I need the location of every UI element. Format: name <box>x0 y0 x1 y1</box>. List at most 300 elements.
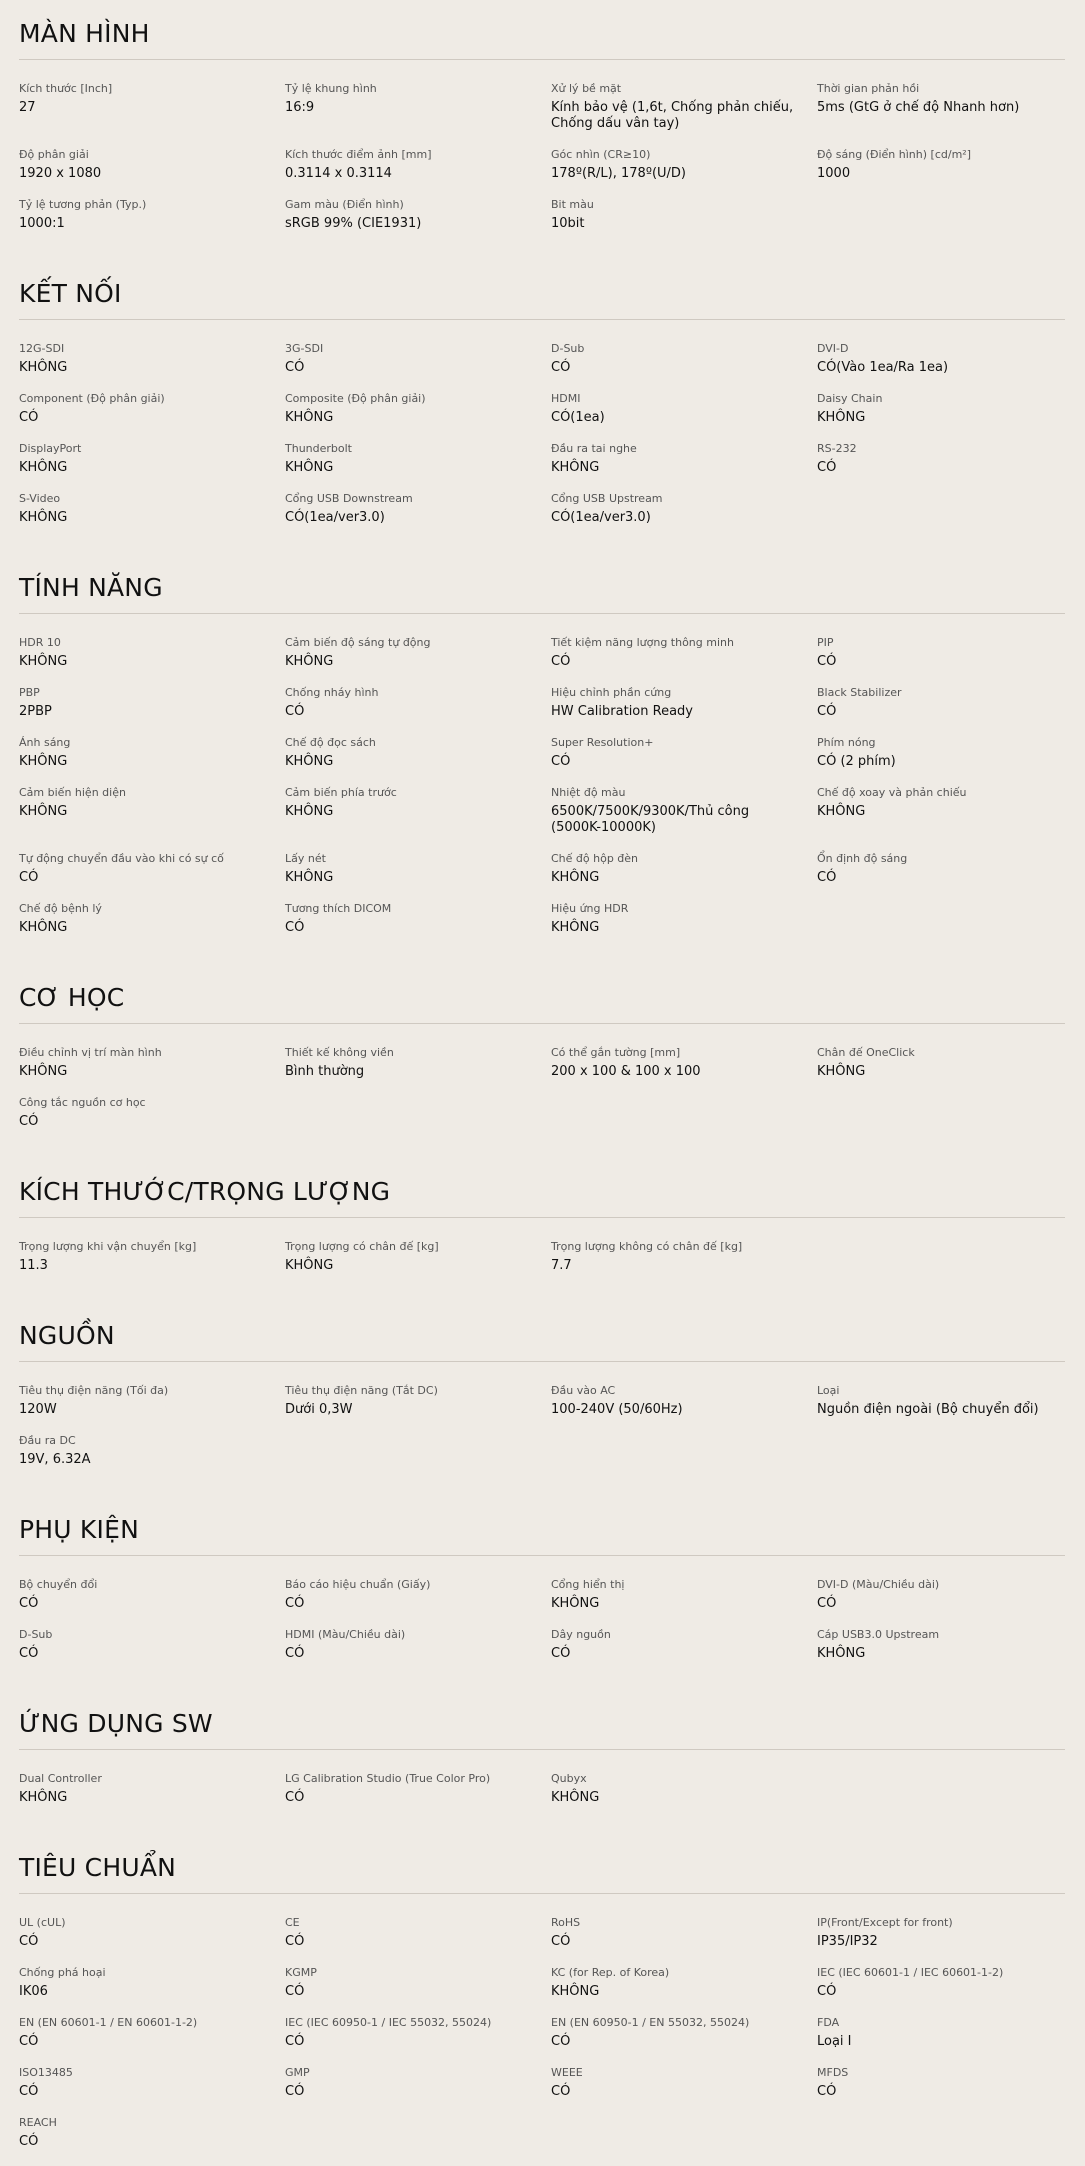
section-divider <box>19 319 1065 320</box>
spec-value: KHÔNG <box>817 1646 866 1661</box>
section-divider <box>19 1893 1065 1894</box>
spec-value: CÓ <box>19 1934 39 1949</box>
spec-item <box>285 1046 551 1096</box>
spec-value: 2PBP <box>19 704 52 719</box>
spec-value: 19V, 6.32A <box>19 1452 91 1467</box>
spec-label: Xử lý bề mặt <box>551 82 622 95</box>
spec-value: sRGB 99% (CIE1931) <box>285 216 422 231</box>
spec-value: CÓ(1ea) <box>551 410 605 425</box>
spec-item <box>19 2116 285 2166</box>
spec-section <box>19 0 1065 248</box>
spec-value: 178º(R/L), 178º(U/D) <box>551 166 686 181</box>
spec-item <box>19 636 285 686</box>
spec-item <box>285 342 551 392</box>
spec-value: 0.3114 x 0.3114 <box>285 166 392 181</box>
spec-label: DisplayPort <box>19 442 82 455</box>
spec-section <box>19 260 1065 542</box>
spec-value: CÓ <box>285 1596 305 1611</box>
spec-item <box>285 1628 551 1678</box>
spec-value: CÓ <box>285 920 305 935</box>
spec-label: CE <box>285 1916 300 1929</box>
spec-label: 3G-SDI <box>285 342 324 355</box>
spec-label: Nhiệt độ màu <box>551 786 626 799</box>
spec-section <box>19 1302 1065 1484</box>
spec-label: D-Sub <box>551 342 585 355</box>
spec-value: 16:9 <box>285 100 315 115</box>
spec-value: 200 x 100 & 100 x 100 <box>551 1064 701 1079</box>
spec-value: CÓ <box>19 870 39 885</box>
spec-value: CÓ <box>817 704 837 719</box>
spec-value: KHÔNG <box>285 1258 334 1273</box>
spec-value: KHÔNG <box>285 410 334 425</box>
spec-item <box>551 148 817 198</box>
spec-item <box>551 392 817 442</box>
spec-item <box>817 2016 1065 2066</box>
spec-value: KHÔNG <box>19 1790 68 1805</box>
spec-label: Super Resolution+ <box>551 736 654 749</box>
spec-item <box>19 1916 285 1966</box>
spec-label: Công tắc nguồn cơ học <box>19 1096 146 1109</box>
spec-label: Gam màu (Điển hình) <box>285 198 404 211</box>
spec-label: Bộ chuyển đổi <box>19 1578 98 1591</box>
spec-item <box>285 1240 551 1290</box>
spec-label: Báo cáo hiệu chuẩn (Giấy) <box>285 1578 431 1591</box>
section-divider <box>19 1217 1065 1218</box>
spec-item <box>817 1628 1065 1678</box>
section-title: KÍCH THƯỚC/TRỌNG LƯỢNG <box>19 1177 391 1206</box>
section-title: PHỤ KIỆN <box>19 1515 139 1544</box>
spec-label: Dual Controller <box>19 1772 102 1785</box>
section-title: ỨNG DỤNG SW <box>19 1709 213 1738</box>
spec-item <box>551 2016 817 2066</box>
spec-value: KHÔNG <box>551 460 600 475</box>
spec-grid <box>19 1240 1065 1290</box>
spec-value: CÓ <box>817 654 837 669</box>
spec-section <box>19 964 1065 1146</box>
spec-item <box>285 2066 551 2116</box>
spec-grid <box>19 1384 1065 1484</box>
spec-value: CÓ(1ea/ver3.0) <box>285 510 385 525</box>
spec-value: CÓ <box>19 2084 39 2099</box>
spec-label: Chế độ hộp đèn <box>551 852 639 865</box>
spec-grid <box>19 1772 1065 1822</box>
spec-value: 120W <box>19 1402 57 1417</box>
spec-item <box>551 852 817 902</box>
spec-item <box>817 148 1065 198</box>
spec-label: Trọng lượng không có chân đế [kg] <box>551 1240 743 1253</box>
spec-value: CÓ <box>285 1984 305 1999</box>
spec-label: Cổng USB Upstream <box>551 492 663 505</box>
spec-value: CÓ <box>19 2134 39 2149</box>
spec-label: HDMI <box>551 392 581 405</box>
section-title: TIÊU CHUẨN <box>19 1853 177 1882</box>
spec-label: Chống phá hoại <box>19 1966 106 1979</box>
spec-item <box>817 786 1065 852</box>
spec-value: CÓ <box>285 1646 305 1661</box>
spec-label: ISO13485 <box>19 2066 73 2079</box>
spec-item <box>19 392 285 442</box>
spec-item <box>285 852 551 902</box>
spec-item <box>19 442 285 492</box>
spec-item <box>817 1966 1065 2016</box>
spec-section <box>19 1158 1065 1290</box>
spec-value: KHÔNG <box>19 754 68 769</box>
spec-item <box>817 392 1065 442</box>
spec-label: Trọng lượng có chân đế [kg] <box>285 1240 439 1253</box>
spec-value: CÓ <box>285 1790 305 1805</box>
spec-value: CÓ <box>285 360 305 375</box>
spec-item <box>19 736 285 786</box>
spec-label: Phím nóng <box>817 736 876 749</box>
spec-label: EN (EN 60950-1 / EN 55032, 55024) <box>551 2016 750 2029</box>
spec-label: Điều chỉnh vị trí màn hình <box>19 1046 162 1059</box>
spec-label: Tiêu thụ điện năng (Tắt DC) <box>285 1384 438 1397</box>
spec-label: Thời gian phản hồi <box>817 82 920 95</box>
spec-value: Nguồn điện ngoài (Bộ chuyển đổi) <box>817 1402 1039 1417</box>
spec-label: Bit màu <box>551 198 594 211</box>
spec-label: IEC (IEC 60601-1 / IEC 60601-1-2) <box>817 1966 1004 1979</box>
spec-label: Tỷ lệ khung hình <box>285 82 377 95</box>
section-divider <box>19 1749 1065 1750</box>
spec-item <box>19 148 285 198</box>
spec-value: 10bit <box>551 216 585 231</box>
spec-label: Chế độ đọc sách <box>285 736 376 749</box>
spec-item <box>551 1772 817 1822</box>
spec-value: 1000 <box>817 166 851 181</box>
spec-section <box>19 1690 1065 1822</box>
spec-value: KHÔNG <box>817 410 866 425</box>
spec-value: Dưới 0,3W <box>285 1402 353 1417</box>
spec-value: CÓ <box>551 1934 571 1949</box>
spec-section <box>19 554 1065 952</box>
spec-label: Tự động chuyển đầu vào khi có sự cố <box>19 852 224 865</box>
spec-label: RoHS <box>551 1916 581 1929</box>
spec-label: 12G-SDI <box>19 342 65 355</box>
spec-grid <box>19 1916 1065 2166</box>
spec-label: Component (Độ phân giải) <box>19 392 165 405</box>
spec-item <box>285 636 551 686</box>
spec-item <box>285 1772 551 1822</box>
spec-value: CÓ <box>551 654 571 669</box>
spec-label: HDMI (Màu/Chiều dài) <box>285 1628 406 1641</box>
spec-value: Kính bảo vệ (1,6t, Chống phản chiếu, Chống dấu vân tay) <box>551 100 794 131</box>
spec-label: Cảm biến phía trước <box>285 786 397 799</box>
spec-item <box>551 2066 817 2116</box>
spec-item <box>19 1434 285 1484</box>
spec-item <box>285 1578 551 1628</box>
spec-item <box>285 2016 551 2066</box>
spec-label: Chân đế OneClick <box>817 1046 915 1059</box>
spec-item <box>285 1916 551 1966</box>
spec-label: Ổn định độ sáng <box>817 852 908 865</box>
section-title: TÍNH NĂNG <box>19 573 163 602</box>
spec-value: KHÔNG <box>817 1064 866 1079</box>
spec-value: KHÔNG <box>19 804 68 819</box>
spec-value: CÓ <box>19 1596 39 1611</box>
spec-item <box>19 1096 285 1146</box>
spec-value: KHÔNG <box>19 360 68 375</box>
spec-item <box>551 686 817 736</box>
spec-value: KHÔNG <box>19 510 68 525</box>
spec-value: CÓ(1ea/ver3.0) <box>551 510 651 525</box>
spec-label: Thunderbolt <box>285 442 352 455</box>
spec-item <box>817 852 1065 902</box>
spec-item <box>285 1966 551 2016</box>
spec-item <box>551 198 817 248</box>
spec-item <box>551 82 817 148</box>
spec-value: CÓ <box>817 1984 837 1999</box>
spec-item <box>551 786 817 852</box>
spec-value: CÓ <box>817 1596 837 1611</box>
spec-label: PBP <box>19 686 40 699</box>
spec-value: IP35/IP32 <box>817 1934 878 1949</box>
spec-label: PIP <box>817 636 834 649</box>
spec-value: KHÔNG <box>551 1984 600 1999</box>
spec-item <box>19 1046 285 1096</box>
section-divider <box>19 613 1065 614</box>
spec-value: KHÔNG <box>285 460 334 475</box>
spec-label: Hiệu ứng HDR <box>551 902 629 915</box>
spec-item <box>551 442 817 492</box>
spec-label: Ánh sáng <box>19 736 71 749</box>
spec-item <box>551 1384 817 1434</box>
spec-value: CÓ <box>817 870 837 885</box>
spec-value: KHÔNG <box>285 870 334 885</box>
spec-value: CÓ <box>551 1646 571 1661</box>
spec-label: Tiêu thụ điện năng (Tối đa) <box>19 1384 169 1397</box>
spec-item <box>551 902 817 952</box>
spec-label: Kích thước [Inch] <box>19 82 113 95</box>
section-title: KẾT NỐI <box>19 279 122 308</box>
spec-item <box>19 786 285 852</box>
spec-item <box>19 2066 285 2116</box>
spec-value: CÓ <box>551 2034 571 2049</box>
section-divider <box>19 59 1065 60</box>
spec-grid <box>19 1046 1065 1146</box>
section-title: CƠ HỌC <box>19 983 125 1012</box>
spec-label: Chống nháy hình <box>285 686 379 699</box>
spec-label: Dây nguồn <box>551 1628 611 1641</box>
spec-label: DVI-D <box>817 342 849 355</box>
spec-label: Hiệu chỉnh phần cứng <box>551 686 672 699</box>
spec-value: KHÔNG <box>285 804 334 819</box>
spec-label: Cảm biến hiện diện <box>19 786 126 799</box>
spec-item <box>285 902 551 952</box>
spec-value: KHÔNG <box>285 754 334 769</box>
spec-label: Tương thích DICOM <box>285 902 392 915</box>
spec-value: KHÔNG <box>551 1596 600 1611</box>
spec-item <box>285 786 551 852</box>
spec-value: KHÔNG <box>19 654 68 669</box>
spec-item <box>551 342 817 392</box>
spec-label: KGMP <box>285 1966 317 1979</box>
spec-item <box>817 2066 1065 2116</box>
spec-item <box>551 1966 817 2016</box>
spec-item <box>285 198 551 248</box>
spec-value: KHÔNG <box>19 920 68 935</box>
spec-label: Trọng lượng khi vận chuyển [kg] <box>19 1240 197 1253</box>
spec-item <box>817 442 1065 492</box>
spec-item <box>19 1240 285 1290</box>
spec-item <box>19 902 285 952</box>
spec-item <box>19 342 285 392</box>
spec-item <box>285 442 551 492</box>
spec-value: CÓ <box>285 2084 305 2099</box>
spec-item <box>285 736 551 786</box>
spec-value: 7.7 <box>551 1258 572 1273</box>
section-title: NGUỒN <box>19 1321 115 1350</box>
spec-label: Loại <box>817 1384 840 1397</box>
spec-item <box>19 492 285 542</box>
section-divider <box>19 1555 1065 1556</box>
spec-item <box>19 852 285 902</box>
spec-item <box>817 686 1065 736</box>
spec-label: Tỷ lệ tương phản (Typ.) <box>19 198 147 211</box>
spec-value: CÓ <box>19 2034 39 2049</box>
spec-label: DVI-D (Màu/Chiều dài) <box>817 1578 940 1591</box>
spec-value: KHÔNG <box>19 1064 68 1079</box>
spec-label: Đầu vào AC <box>551 1384 616 1397</box>
section-divider <box>19 1361 1065 1362</box>
spec-grid <box>19 342 1065 542</box>
spec-item <box>817 342 1065 392</box>
spec-label: RS-232 <box>817 442 857 455</box>
spec-section <box>19 1496 1065 1678</box>
spec-value: CÓ <box>551 754 571 769</box>
spec-value: 5ms (GtG ở chế độ Nhanh hơn) <box>817 100 1020 115</box>
spec-label: Tiết kiệm năng lượng thông minh <box>551 636 734 649</box>
spec-value: CÓ <box>285 704 305 719</box>
spec-value: CÓ <box>285 1934 305 1949</box>
spec-label: Chế độ xoay và phản chiếu <box>817 786 967 799</box>
spec-label: Thiết kế không viền <box>285 1046 394 1059</box>
spec-item <box>19 198 285 248</box>
spec-item <box>19 1384 285 1434</box>
spec-label: Độ sáng (Điển hình) [cd/m²] <box>817 148 971 161</box>
spec-item <box>285 1384 551 1434</box>
spec-label: Cổng USB Downstream <box>285 492 413 505</box>
spec-label: Black Stabilizer <box>817 686 902 699</box>
spec-label: MFDS <box>817 2066 849 2079</box>
section-divider <box>19 1023 1065 1024</box>
spec-value: CÓ <box>19 1114 39 1129</box>
spec-item <box>551 1240 817 1290</box>
spec-item <box>817 636 1065 686</box>
spec-item <box>817 736 1065 786</box>
spec-grid <box>19 636 1065 952</box>
spec-label: Cổng hiển thị <box>551 1578 625 1591</box>
spec-label: EN (EN 60601-1 / EN 60601-1-2) <box>19 2016 198 2029</box>
spec-label: WEEE <box>551 2066 583 2079</box>
spec-value: 1920 x 1080 <box>19 166 102 181</box>
spec-value: 11.3 <box>19 1258 48 1273</box>
spec-label: Lấy nét <box>285 852 326 865</box>
spec-item <box>285 686 551 736</box>
spec-item <box>817 1384 1065 1434</box>
spec-item <box>817 82 1065 148</box>
spec-label: Kích thước điểm ảnh [mm] <box>285 148 432 161</box>
spec-label: HDR 10 <box>19 636 61 649</box>
spec-label: FDA <box>817 2016 840 2029</box>
spec-label: Cáp USB3.0 Upstream <box>817 1628 940 1641</box>
spec-value: CÓ <box>551 2084 571 2099</box>
spec-value: KHÔNG <box>817 804 866 819</box>
spec-grid <box>19 82 1065 248</box>
spec-label: Cảm biến độ sáng tự động <box>285 636 431 649</box>
spec-value: IK06 <box>19 1984 48 1999</box>
spec-grid <box>19 1578 1065 1678</box>
spec-value: KHÔNG <box>19 460 68 475</box>
spec-item <box>19 1772 285 1822</box>
spec-label: GMP <box>285 2066 310 2079</box>
spec-label: Chế độ bệnh lý <box>19 902 102 915</box>
spec-value: 100-240V (50/60Hz) <box>551 1402 683 1417</box>
spec-value: KHÔNG <box>285 654 334 669</box>
spec-item <box>19 686 285 736</box>
spec-label: IEC (IEC 60950-1 / IEC 55032, 55024) <box>285 2016 492 2029</box>
spec-item <box>285 148 551 198</box>
spec-item <box>817 1578 1065 1628</box>
spec-label: Composite (Độ phân giải) <box>285 392 426 405</box>
spec-item <box>19 1628 285 1678</box>
spec-value: CÓ <box>19 410 39 425</box>
spec-label: LG Calibration Studio (True Color Pro) <box>285 1772 491 1785</box>
spec-item <box>551 492 817 542</box>
spec-value: 6500K/7500K/9300K/Thủ công (5000K-10000K) <box>551 804 750 835</box>
spec-item <box>817 1916 1065 1966</box>
spec-item <box>551 636 817 686</box>
spec-value: KHÔNG <box>551 870 600 885</box>
spec-item <box>285 492 551 542</box>
spec-value: CÓ <box>817 460 837 475</box>
spec-item <box>551 1046 817 1096</box>
spec-label: Độ phân giải <box>19 148 89 161</box>
spec-value: CÓ (2 phím) <box>817 754 896 769</box>
spec-item <box>551 1916 817 1966</box>
section-title: MÀN HÌNH <box>19 19 150 48</box>
spec-value: KHÔNG <box>551 920 600 935</box>
spec-value: Bình thường <box>285 1064 365 1079</box>
spec-item <box>551 1578 817 1628</box>
spec-label: Đầu ra tai nghe <box>551 442 637 455</box>
spec-label: IP(Front/Except for front) <box>817 1916 953 1929</box>
spec-label: Góc nhìn (CR≥10) <box>551 148 651 161</box>
spec-item <box>551 736 817 786</box>
spec-value: CÓ <box>285 2034 305 2049</box>
spec-item <box>19 82 285 148</box>
spec-value: CÓ <box>551 360 571 375</box>
spec-item <box>19 1578 285 1628</box>
spec-item <box>19 1966 285 2016</box>
spec-label: UL (cUL) <box>19 1916 66 1929</box>
spec-item <box>285 392 551 442</box>
spec-label: KC (for Rep. of Korea) <box>551 1966 670 1979</box>
spec-label: D-Sub <box>19 1628 53 1641</box>
spec-value: KHÔNG <box>551 1790 600 1805</box>
spec-value: HW Calibration Ready <box>551 704 693 719</box>
spec-label: Có thể gắn tường [mm] <box>551 1046 681 1059</box>
spec-value: CÓ <box>817 2084 837 2099</box>
spec-item <box>285 82 551 148</box>
spec-label: REACH <box>19 2116 57 2129</box>
spec-value: Loại I <box>817 2034 852 2049</box>
spec-item <box>19 2016 285 2066</box>
spec-item <box>817 1046 1065 1096</box>
spec-value: 1000:1 <box>19 216 65 231</box>
spec-item <box>551 1628 817 1678</box>
spec-value: 27 <box>19 100 36 115</box>
spec-label: Daisy Chain <box>817 392 883 405</box>
